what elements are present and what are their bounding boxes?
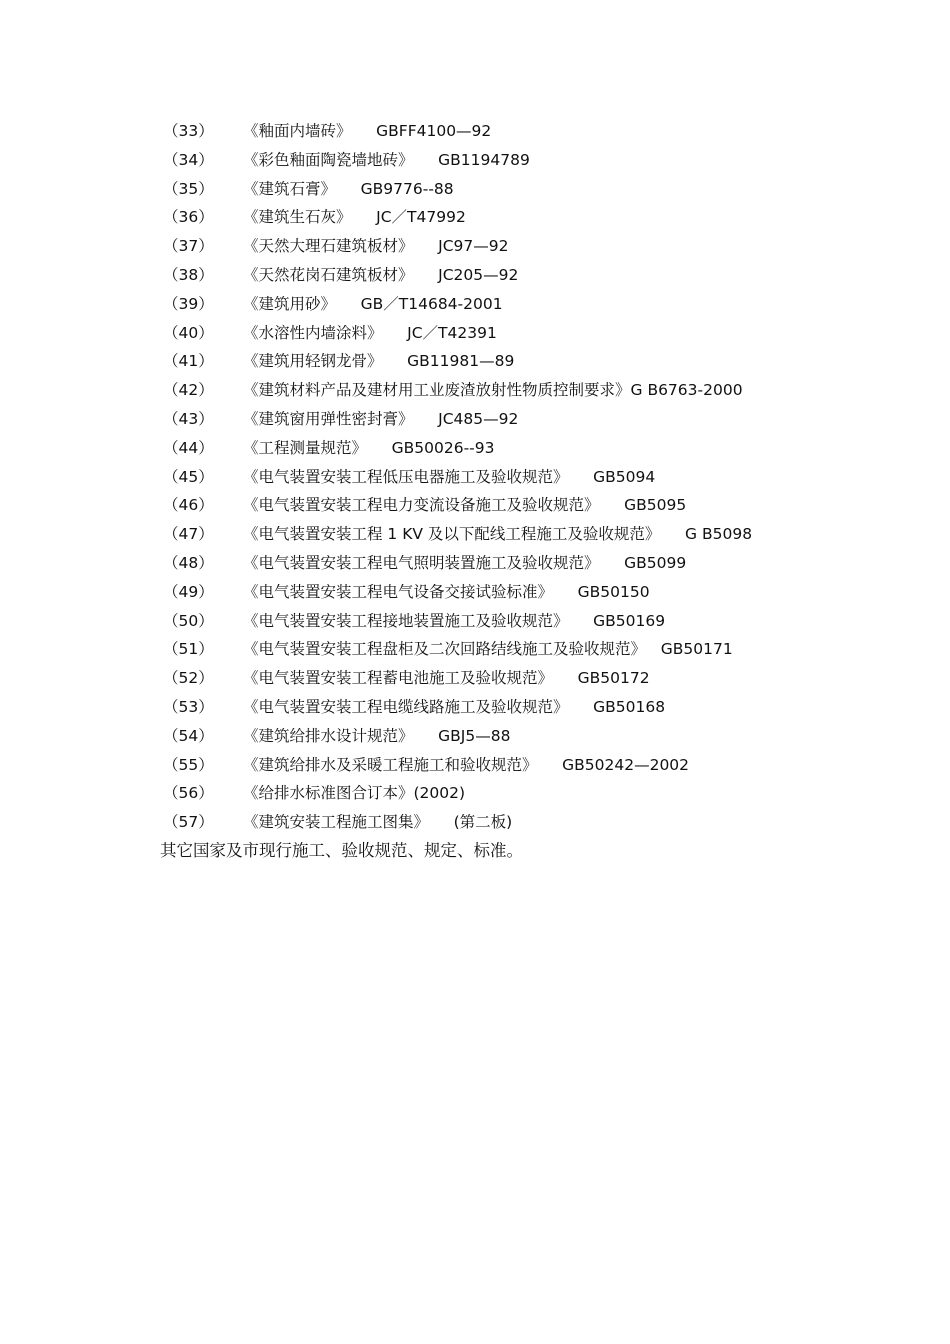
item-number: （47） — [163, 525, 214, 544]
item-text: 《彩色釉面陶瓷墙地砖》 GB1194789 — [243, 150, 530, 169]
list-item — [163, 463, 923, 492]
item-number: （38） — [163, 265, 214, 284]
item-text: 《天然大理石建筑板材》 JC97—92 — [243, 237, 509, 256]
item-number: （45） — [163, 467, 214, 486]
item-number: （42） — [163, 381, 214, 400]
list-item — [163, 751, 923, 780]
list-item — [163, 117, 923, 146]
list-item — [163, 607, 923, 636]
item-text: 《电气装置安装工程电气照明装置施工及验收规范》 GB5099 — [243, 553, 687, 572]
item-text: 《电气装置安装工程蓄电池施工及验收规范》 GB50172 — [243, 669, 650, 688]
item-number: （55） — [163, 755, 214, 774]
item-text: 《建筑给排水设计规范》 GBJ5—88 — [243, 726, 511, 745]
list-item — [163, 405, 923, 434]
item-number: （56） — [163, 784, 214, 803]
list-item — [163, 319, 923, 348]
list-item — [163, 491, 923, 520]
item-text: 《建筑生石灰》 JC／T47992 — [243, 208, 466, 227]
list-item — [163, 549, 923, 578]
item-text: 《电气装置安装工程低压电器施工及验收规范》 GB5094 — [243, 467, 656, 486]
item-number: （50） — [163, 611, 214, 630]
item-number: （49） — [163, 582, 214, 601]
item-text: 《电气装置安装工程电缆线路施工及验收规范》 GB50168 — [243, 697, 666, 716]
list-item — [163, 664, 923, 693]
list-item — [163, 261, 923, 290]
item-text: 《建筑用砂》 GB／T14684-2001 — [243, 294, 503, 313]
item-number: （36） — [163, 208, 214, 227]
list-item — [163, 578, 923, 607]
item-text: 《工程测量规范》 GB50026--93 — [243, 438, 495, 457]
list-item — [163, 232, 923, 261]
list-item — [163, 520, 923, 549]
list-item — [163, 635, 923, 664]
item-text: 《建筑用轻钢龙骨》 GB11981—89 — [243, 352, 515, 371]
item-text: 《给排水标准图合订本》(2002) — [243, 784, 466, 803]
list-item — [163, 434, 923, 463]
item-text: 《建筑给排水及采暖工程施工和验收规范》 GB50242—2002 — [243, 755, 690, 774]
item-number: （57） — [163, 813, 214, 832]
item-text: 《釉面内墙砖》 GBFF4100—92 — [243, 122, 492, 140]
list-item — [163, 146, 923, 175]
list-item — [163, 347, 923, 376]
item-number: （39） — [163, 294, 214, 313]
item-text: 《电气装置安装工程电力变流设备施工及验收规范》 GB5095 — [243, 496, 687, 515]
item-text: 《电气装置安装工程接地装置施工及验收规范》 GB50169 — [243, 611, 666, 630]
list-item — [163, 722, 923, 751]
item-text: 《天然花岗石建筑板材》 JC205—92 — [243, 265, 519, 284]
item-text: 《电气装置安装工程 1 KV 及以下配线工程施工及验收规范》 G B5098 — [243, 525, 753, 544]
item-number: （40） — [163, 323, 214, 342]
item-number: （34） — [163, 150, 214, 169]
item-text: 《建筑石膏》 GB9776--88 — [243, 179, 454, 198]
item-number: （53） — [163, 697, 214, 716]
item-number: （48） — [163, 553, 214, 572]
item-number: （33） — [163, 122, 214, 140]
item-number: （52） — [163, 669, 214, 688]
list-item — [163, 175, 923, 204]
item-number: （54） — [163, 726, 214, 745]
item-number: （37） — [163, 237, 214, 256]
list-item — [163, 290, 923, 319]
list-item — [163, 808, 923, 837]
item-text: 《建筑窗用弹性密封膏》 JC485—92 — [243, 409, 519, 428]
standards-list — [160, 117, 923, 866]
item-text: 《电气装置安装工程电气设备交接试验标准》 GB50150 — [243, 582, 650, 601]
item-text: 《电气装置安装工程盘柜及二次回路结线施工及验收规范》 GB50171 — [243, 640, 733, 659]
list-item — [163, 693, 923, 722]
item-number: （41） — [163, 352, 214, 371]
closing-paragraph: 其它国家及市现行施工、验收规范、规定、标准。 — [160, 840, 523, 860]
item-text: 《建筑安装工程施工图集》 (第二板) — [243, 813, 513, 832]
item-number: （43） — [163, 409, 214, 428]
item-text: 《建筑材料产品及建材用工业废渣放射性物质控制要求》G B6763-2000 — [243, 381, 743, 400]
list-item — [163, 779, 923, 808]
item-number: （35） — [163, 179, 214, 198]
item-text: 《水溶性内墙涂料》 JC／T42391 — [243, 323, 497, 342]
list-item — [163, 376, 923, 405]
item-number: （44） — [163, 438, 214, 457]
item-number: （51） — [163, 640, 214, 659]
list-item — [163, 203, 923, 232]
item-number: （46） — [163, 496, 214, 515]
